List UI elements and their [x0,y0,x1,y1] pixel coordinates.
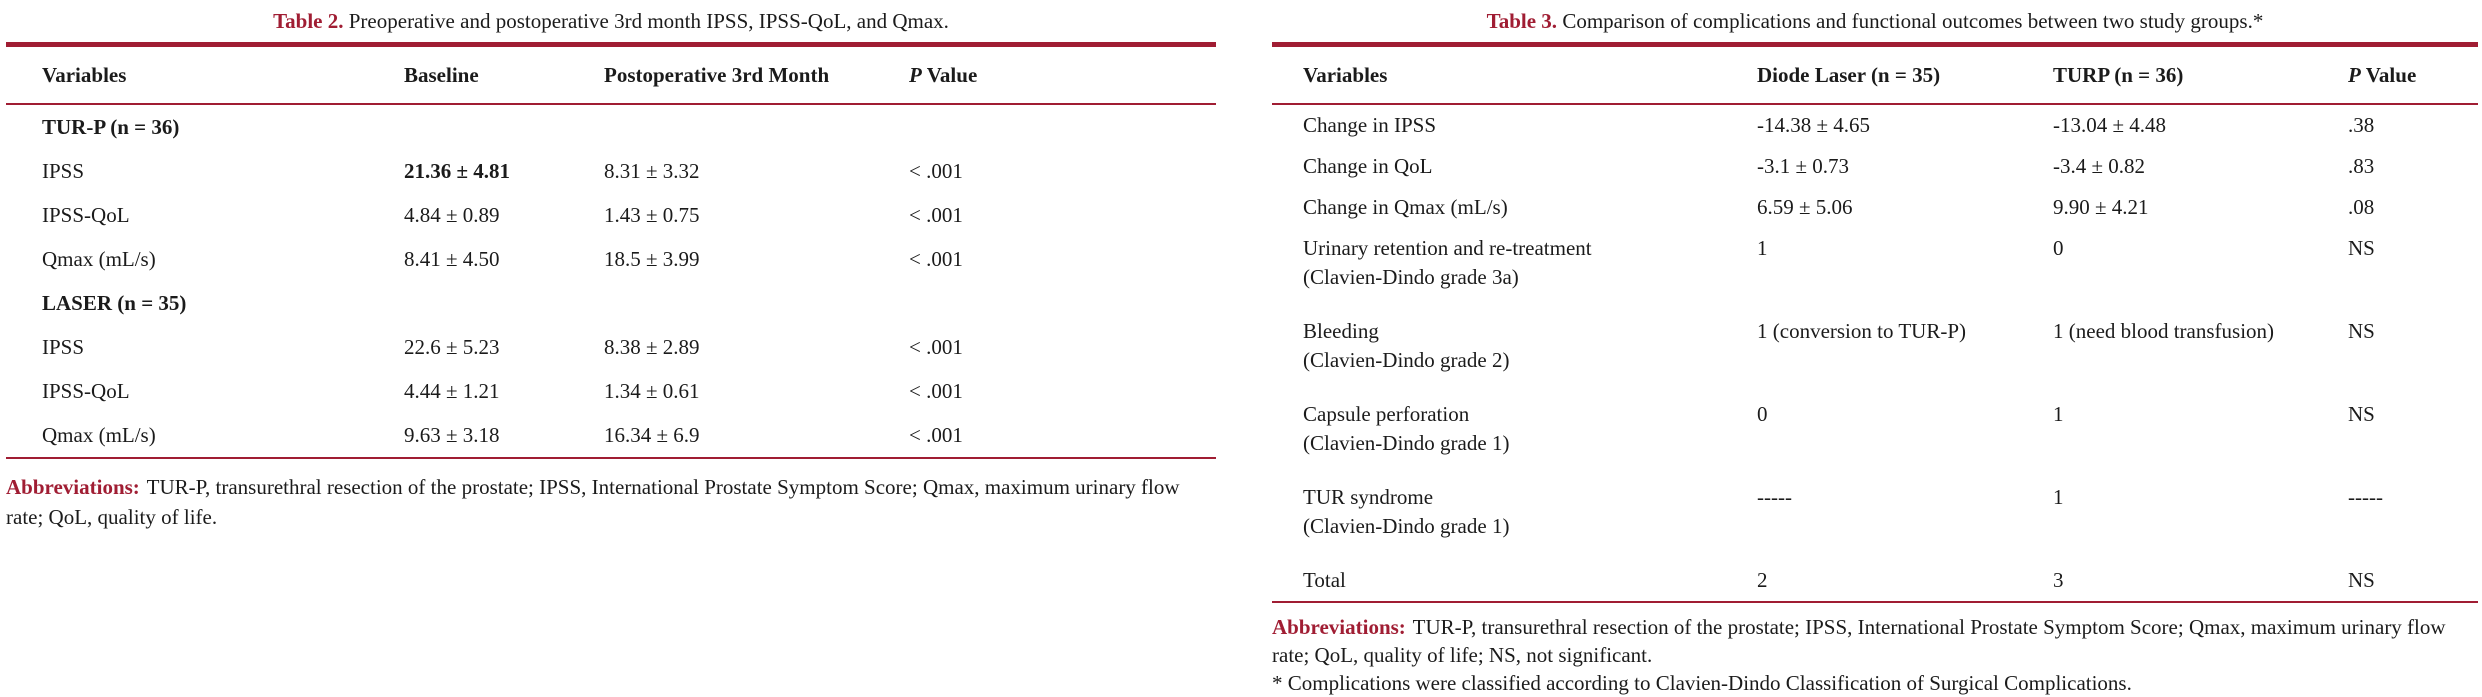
table3-bottom-rule [1272,601,2478,603]
table2-card [6,8,1216,532]
row-label: IPSS-QoL [42,378,130,403]
cell-value: 1 (conversion to TUR-P) [1757,319,1967,343]
table3-card [1272,8,2478,697]
cell-value: 16.34 ± 6.9 [604,422,700,447]
table-row [1272,477,2478,560]
table2-title-text: Preoperative and postoperative 3rd month IPSS, IPSS-QoL, and Qmax. [343,9,949,33]
column-header: Baseline [404,62,479,87]
cell-value: 1 [1757,236,1768,260]
table3-title-label: Table 3. [1486,9,1558,33]
cell-value: < .001 [909,422,963,447]
cell-value: < .001 [909,202,963,227]
table3-header-row [1272,47,2478,103]
cell-value: .38 [2348,113,2375,137]
cell-value: ----- [1757,485,1792,509]
table2-footnote-text: TUR-P, transurethral resection of the prostate; IPSS, International Prostate Symptom Score; Qmax, maximum urinary flow rate; QoL, quality of life. [6,475,1180,529]
cell-value: < .001 [909,246,963,271]
row-sublabel: (Clavien-Dindo grade 3a) [1303,265,1519,289]
row-label: Urinary retention and re-treatment (Clavien-Dindo grade 3a) [1303,228,1757,291]
row-label: Qmax (mL/s) [42,246,156,271]
row-label: IPSS [42,334,85,359]
table-row [6,369,1216,413]
column-header: Postoperative 3rd Month [604,62,830,87]
cell-value: -3.1 ± 0.73 [1757,154,1850,178]
table-row [6,237,1216,281]
cell-value: 0 [2053,236,2064,260]
row-sublabel: (Clavien-Dindo grade 2) [1303,348,1510,372]
table-row [1272,187,2478,228]
table-row [1272,394,2478,477]
p-italic: P [2348,62,2361,87]
table-row [1272,228,2478,311]
table3-star-note: * Complications were classified according to Clavien-Dindo Classification of Surgical Complications. [1272,671,2132,695]
cell-value: -13.04 ± 4.48 [2053,113,2167,137]
table3-footnote [1272,613,2478,669]
column-header: P Value [909,62,978,87]
table2-footnote-label: Abbreviations: [6,475,140,499]
cell-value: 8.31 ± 3.32 [604,158,700,183]
table-row [6,281,1216,325]
cell-value: 6.59 ± 5.06 [1757,195,1853,219]
table3-body [1272,105,2478,601]
row-label: LASER (n = 35) [42,290,187,315]
table-row [1272,105,2478,146]
table3-footnote-label: Abbreviations: [1272,615,1406,639]
table2-header-row [6,47,1216,103]
table2-title [6,8,1216,34]
row-label: Change in Qmax (mL/s) [1303,195,1508,219]
row-sublabel: (Clavien-Dindo grade 1) [1303,431,1510,455]
cell-value: 1 [2053,485,2064,509]
table-row [6,149,1216,193]
table2-bottom-rule [6,457,1216,459]
cell-value: < .001 [909,334,963,359]
row-label: IPSS [42,158,85,183]
table-row [6,325,1216,369]
cell-value: NS [2348,568,2375,592]
table2-footnote [6,472,1216,532]
table2-title-label: Table 2. [273,9,344,33]
cell-value: 21.36 ± 4.81 [404,158,511,183]
cell-value: 3 [2053,568,2064,592]
cell-value: NS [2348,402,2375,426]
table-row [6,105,1216,149]
cell-value: 8.41 ± 4.50 [404,246,500,271]
cell-value: .08 [2348,195,2375,219]
column-header: TURP (n = 36) [2053,62,2184,87]
cell-value: 0 [1757,402,1768,426]
column-header: Diode Laser (n = 35) [1757,62,1941,87]
row-label: Total [1303,568,1346,592]
cell-value: 1 (need blood transfusion) [2053,319,2275,343]
cell-value: < .001 [909,378,963,403]
cell-value: -3.4 ± 0.82 [2053,154,2146,178]
row-label: IPSS-QoL [42,202,130,227]
column-header: P Value [2348,62,2417,87]
cell-value: < .001 [909,158,963,183]
row-label: Change in QoL [1303,154,1433,178]
cell-value: 1.43 ± 0.75 [604,202,700,227]
cell-value: 9.90 ± 4.21 [2053,195,2149,219]
table2-body [6,105,1216,457]
cell-value: 18.5 ± 3.99 [604,246,700,271]
table-row [1272,560,2478,601]
cell-value: 4.44 ± 1.21 [404,378,500,403]
table-row [1272,311,2478,394]
column-header: Variables [42,62,127,87]
cell-value: .83 [2348,154,2375,178]
cell-value: NS [2348,236,2375,260]
row-sublabel: (Clavien-Dindo grade 1) [1303,514,1510,538]
cell-value: NS [2348,319,2375,343]
p-italic: P [909,62,922,87]
row-label: Bleeding (Clavien-Dindo grade 2) [1303,311,1757,374]
cell-value: 4.84 ± 0.89 [404,202,500,227]
table3-footnote-text: TUR-P, transurethral resection of the prostate; IPSS, International Prostate Symptom Score; Qmax, maximum urinary flow rate; QoL, quality of life; NS, not significant. [1272,615,2446,667]
cell-value: 22.6 ± 5.23 [404,334,500,359]
cell-value: 1 [2053,402,2064,426]
cell-value: 1.34 ± 0.61 [604,378,700,403]
cell-value: ----- [2348,485,2383,509]
row-label: TUR-P (n = 36) [42,114,180,139]
cell-value: 8.38 ± 2.89 [604,334,700,359]
row-label: Capsule perforation (Clavien-Dindo grade 1) [1303,394,1757,457]
row-label: Change in IPSS [1303,113,1437,137]
table3-title-text: Comparison of complications and functional outcomes between two study groups.* [1557,9,2264,33]
row-label: TUR syndrome (Clavien-Dindo grade 1) [1303,477,1757,540]
cell-value: 2 [1757,568,1768,592]
table3-title [1272,8,2478,34]
table-row [1272,146,2478,187]
column-header: Variables [1303,62,1388,87]
table-row [6,413,1216,457]
row-label: Qmax (mL/s) [42,422,156,447]
cell-value: -14.38 ± 4.65 [1757,113,1871,137]
table-row [6,193,1216,237]
cell-value: 9.63 ± 3.18 [404,422,500,447]
